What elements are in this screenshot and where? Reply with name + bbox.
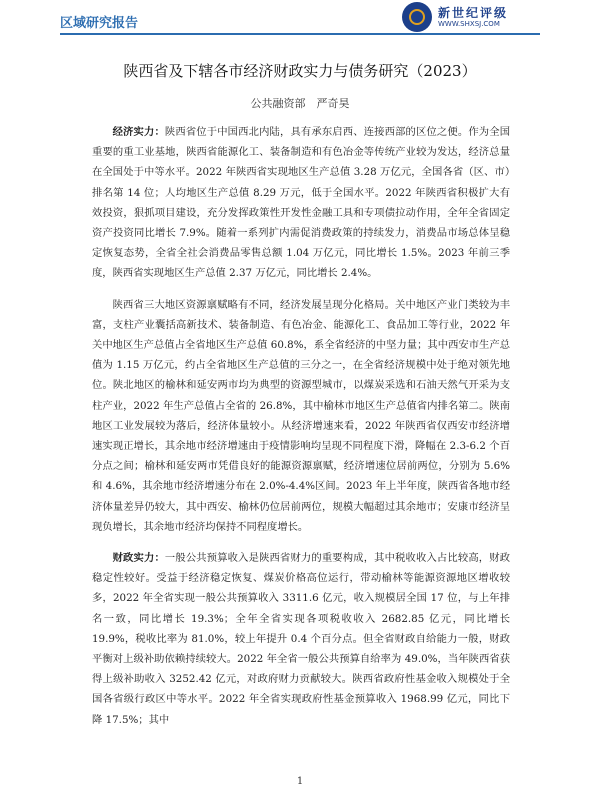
paragraph-finance <box>92 548 510 730</box>
paragraph-text: 陕西省三大地区资源禀赋略有不同，经济发展呈现分化格局。关中地区产业门类较为丰富，支柱产业囊括高新技术、装备制造、有色冶金、能源化工、食品加工等行业，2022 年关中地区生产总值占全省地区生产总值 60.8%，系全省经济的中坚力量；其中西安市生产总值为 1.15 万亿元，约占全省地区生产总值的三分之一，在全省经济规模中处于绝对领先地位。陕北地区的榆林和延安两市均为典型的资源型城市，以煤炭采选和石油天然气开采为支柱产业，2022 年生产总值占全省的 26.8%，其中榆林市地区生产总值省内排名第二。陕南地区工业发展较为落后，经济体量较小。从经济增速来看，2022 年陕西省仅西安市经济增速实现正增长，其余地市经济增速由于疫情影响均呈现不同程度下滑，降幅在 2.3-6.2 个百分点之间；榆林和延安两市凭借良好的能源资源禀赋，经济增速位居前两位，分别为 5.6%和 4.6%，其余地市经济增速分布在 2.0%-4.4%区间。2023 年上半年度，陕西省各地市经济体量差异仍较大，其中西安、榆林仍位居前两位，规模大幅超过其余地市；安康市经济呈现负增长，其余地市经济均保持不同程度增长。 <box>92 298 510 533</box>
paragraph-regions <box>92 295 510 537</box>
author-line: 公共融资部 严奇昊 <box>250 97 350 110</box>
logo-emblem-icon <box>402 2 432 32</box>
logo-url: WWW.SHXSJ.COM <box>438 20 500 28</box>
page-number: 1 <box>296 776 304 787</box>
page-header <box>0 0 600 38</box>
logo-name: 新世纪评级 <box>438 6 509 20</box>
paragraph-text: 陕西省位于中国西北内陆，具有承东启西、连接西部的区位之便。作为全国重要的重工业基地，陕西省能源化工、装备制造和有色冶金等传统产业较为发达，经济总量在全国处于中等水平。2022 年陕西省实现地区生产总值 3.28 万亿元，全国各省（区、市）排名第 14 位；人均地区生产总值 8.29 万元，低于全国水平。2022 年陕西省积极扩大有效投资，狠抓项目建设，充分发挥政策性开发性金融工具和专项债拉动作用，全年全省固定资产投资同比增长 7.9%。随着一系列扩内需促消费政策的持续发力，消费品市场总体呈稳定恢复态势，全省全社会消费品零售总额 1.04 万亿元，同比增长 1.5%。2023 年前三季度，陕西省实现地区生产总值 2.37 万亿元，同比增长 2.4%。 <box>92 126 510 280</box>
header-divider <box>60 33 540 35</box>
paragraph-text: 一般公共预算收入是陕西省财力的重要构成，其中税收收入占比较高，财政稳定性较好。受益于经济稳定恢复、煤炭价格高位运行，带动榆林等能源资源地区增收较多，2022 年全省实现一般公共预算收入 3311.6 亿元，收入规模居全国 17 位，与上年排名一致，同比增长 19.3%；全年全省实现各项税收收入 2682.85 亿元，同比增长 19.9%，税收比率为 81.0%，较上年提升 0.4 个百分点。但全省财政自给能力一般，财政平衡对上级补助依赖持续较大。2022 年全省一般公共预算自给率为 49.0%，当年陕西省获得上级补助收入 3252.42 亿元，对政府财力贡献较大。陕西省政府性基金收入规模处于全国各省级行政区中等水平。2022 年全省实现政府性基金预算收入 1968.99 亿元，同比下降 17.5%；其中 <box>92 552 510 726</box>
paragraph-lead: 经济实力： <box>112 126 165 138</box>
paragraph-economy <box>92 122 510 284</box>
paragraph-lead: 财政实力： <box>112 552 165 565</box>
body-text <box>92 122 510 741</box>
document-title: 陕西省及下辖各市经济财政实力与债务研究（2023） <box>123 62 477 80</box>
section-title: 区域研究报告 <box>60 16 139 31</box>
company-logo <box>402 2 550 32</box>
